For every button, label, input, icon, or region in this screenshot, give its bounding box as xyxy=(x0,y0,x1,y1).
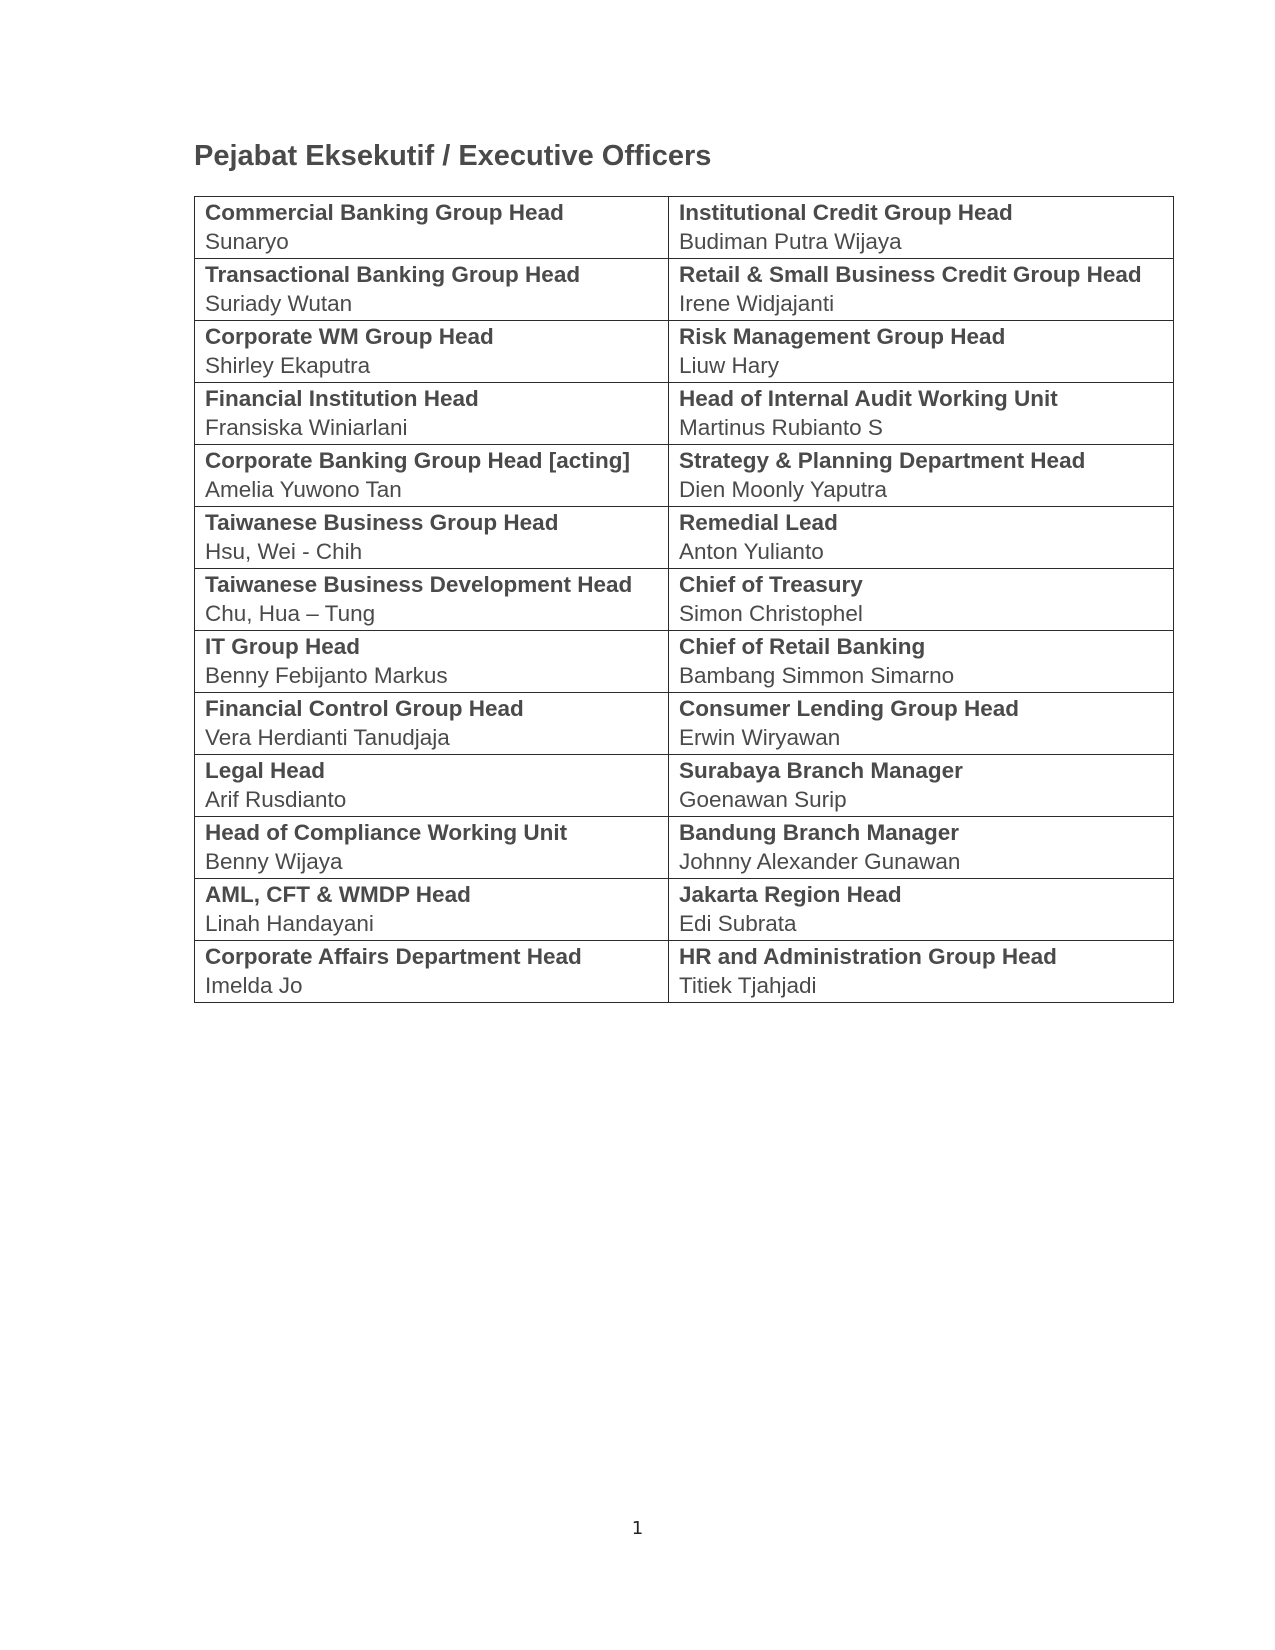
officer-name: Titiek Tjahjadi xyxy=(679,973,817,998)
officer-name: Arif Rusdianto xyxy=(205,787,347,812)
officer-name: Suriady Wutan xyxy=(205,291,353,316)
officer-name: Imelda Jo xyxy=(205,973,303,998)
officer-name: Bambang Simmon Simarno xyxy=(679,663,955,688)
officer-name: Budiman Putra Wijaya xyxy=(679,229,902,254)
table-row xyxy=(195,259,1174,321)
officer-role: Corporate WM Group Head xyxy=(205,324,494,349)
officer-cell xyxy=(195,321,669,383)
officer-name: Irene Widjajanti xyxy=(679,291,835,316)
officer-cell xyxy=(669,631,1174,693)
officer-role: Jakarta Region Head xyxy=(679,882,902,907)
page-number: 1 xyxy=(631,1518,644,1539)
table-row xyxy=(195,445,1174,507)
officer-name: Anton Yulianto xyxy=(679,539,824,564)
officer-role: Taiwanese Business Development Head xyxy=(205,572,633,597)
table-row xyxy=(195,817,1174,879)
table-row xyxy=(195,693,1174,755)
officer-cell xyxy=(669,693,1174,755)
page-title: Pejabat Eksekutif / Executive Officers xyxy=(194,140,712,172)
officer-name: Johnny Alexander Gunawan xyxy=(679,849,961,874)
officer-cell xyxy=(195,569,669,631)
officer-name: Vera Herdianti Tanudjaja xyxy=(205,725,450,750)
table-row xyxy=(195,197,1174,259)
officer-cell xyxy=(669,445,1174,507)
officer-role: Transactional Banking Group Head xyxy=(205,262,581,287)
officer-role: Strategy & Planning Department Head xyxy=(679,448,1086,473)
officer-role: Taiwanese Business Group Head xyxy=(205,510,559,535)
table-row xyxy=(195,383,1174,445)
table-row xyxy=(195,879,1174,941)
officer-name: Linah Handayani xyxy=(205,911,374,936)
officer-role: Remedial Lead xyxy=(679,510,838,535)
officer-cell xyxy=(669,755,1174,817)
officer-name: Benny Febijanto Markus xyxy=(205,663,448,688)
officer-role: Commercial Banking Group Head xyxy=(205,200,564,225)
officer-cell xyxy=(669,321,1174,383)
officer-cell xyxy=(669,941,1174,1003)
officer-cell xyxy=(669,879,1174,941)
officer-cell xyxy=(195,445,669,507)
officer-name: Dien Moonly Yaputra xyxy=(679,477,888,502)
officer-cell xyxy=(195,941,669,1003)
officer-role: Chief of Treasury xyxy=(679,572,863,597)
table-row xyxy=(195,941,1174,1003)
officer-role: Bandung Branch Manager xyxy=(679,820,960,845)
officer-role: Surabaya Branch Manager xyxy=(679,758,963,783)
officer-role: Retail & Small Business Credit Group Head xyxy=(679,262,1142,287)
officer-cell xyxy=(195,693,669,755)
officer-name: Fransiska Winiarlani xyxy=(205,415,408,440)
officer-name: Goenawan Surip xyxy=(679,787,847,812)
officer-name: Martinus Rubianto S xyxy=(679,415,883,440)
officer-role: Institutional Credit Group Head xyxy=(679,200,1013,225)
officer-name: Hsu, Wei - Chih xyxy=(205,539,363,564)
table-row xyxy=(195,321,1174,383)
officer-role: Chief of Retail Banking xyxy=(679,634,926,659)
officer-name: Benny Wijaya xyxy=(205,849,343,874)
officer-cell xyxy=(195,259,669,321)
officer-cell xyxy=(195,755,669,817)
officer-cell xyxy=(669,197,1174,259)
officer-name: Erwin Wiryawan xyxy=(679,725,841,750)
officer-role: Financial Control Group Head xyxy=(205,696,524,721)
officer-cell xyxy=(669,817,1174,879)
officer-cell xyxy=(669,569,1174,631)
officer-name: Amelia Yuwono Tan xyxy=(205,477,402,502)
officer-cell xyxy=(195,631,669,693)
officer-cell xyxy=(669,383,1174,445)
officer-cell xyxy=(195,197,669,259)
officer-role: Corporate Affairs Department Head xyxy=(205,944,582,969)
officer-role: IT Group Head xyxy=(205,634,361,659)
executive-officers-table xyxy=(194,196,1174,1003)
officer-cell xyxy=(669,507,1174,569)
officer-cell xyxy=(669,259,1174,321)
officer-name: Shirley Ekaputra xyxy=(205,353,371,378)
officer-role: AML, CFT & WMDP Head xyxy=(205,882,471,907)
officer-role: Head of Internal Audit Working Unit xyxy=(679,386,1058,411)
officer-role: Head of Compliance Working Unit xyxy=(205,820,568,845)
officer-name: Sunaryo xyxy=(205,229,289,254)
officer-role: Consumer Lending Group Head xyxy=(679,696,1020,721)
table-row xyxy=(195,569,1174,631)
officer-role: HR and Administration Group Head xyxy=(679,944,1057,969)
table-row xyxy=(195,631,1174,693)
table-row xyxy=(195,507,1174,569)
officer-role: Financial Institution Head xyxy=(205,386,479,411)
officer-role: Risk Management Group Head xyxy=(679,324,1006,349)
officer-cell xyxy=(195,879,669,941)
officer-role: Legal Head xyxy=(205,758,326,783)
officer-cell xyxy=(195,817,669,879)
officer-cell xyxy=(195,383,669,445)
officer-name: Chu, Hua – Tung xyxy=(205,601,376,626)
officer-cell xyxy=(195,507,669,569)
officer-name: Edi Subrata xyxy=(679,911,797,936)
officer-name: Liuw Hary xyxy=(679,353,780,378)
table-row xyxy=(195,755,1174,817)
officer-role: Corporate Banking Group Head [acting] xyxy=(205,448,631,473)
officers-table-body xyxy=(195,197,1174,1003)
officer-name: Simon Christophel xyxy=(679,601,863,626)
